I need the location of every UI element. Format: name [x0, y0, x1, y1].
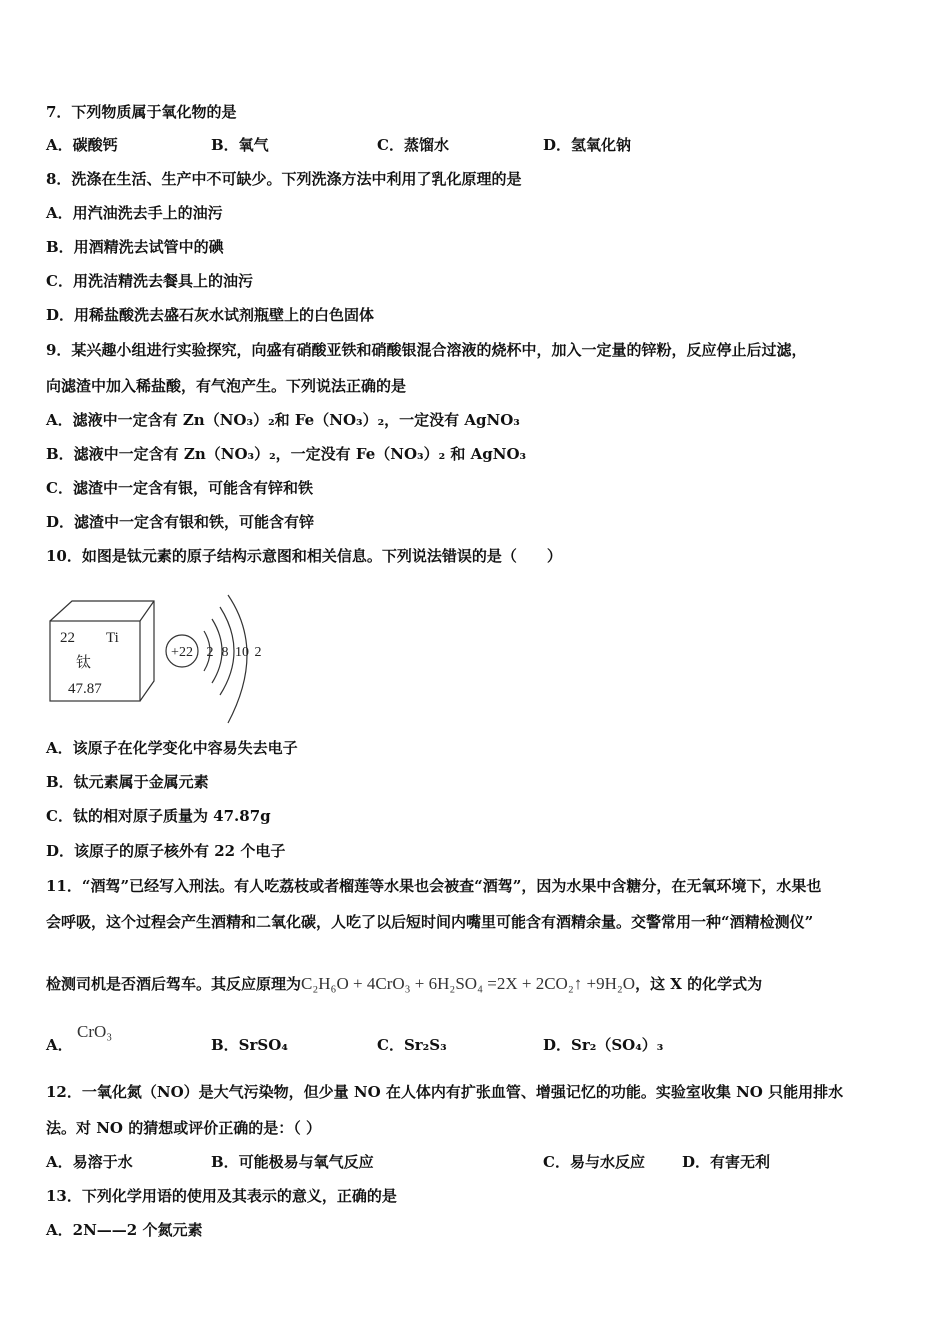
shell-electrons-1: 2 [206, 645, 214, 660]
q11-option-a: A． [46, 1036, 73, 1054]
q7-option-b: B．氧气 [211, 136, 269, 154]
q12-stem-line2: 法。对 NO 的猜想或评价正确的是：（ ） [46, 1119, 321, 1137]
q9-stem-line2: 向滤渣中加入稀盐酸，有气泡产生。下列说法正确的是 [46, 377, 407, 395]
q10-option-c: C．钛的相对原子质量为 47.87g [46, 807, 271, 825]
reaction-equation: C₂H₆O + 4CrO₃ + 6H₂SO₄ =2X + 2CO₂↑ +9H₂O [301, 974, 636, 993]
atomic-mass: 47.87 [68, 681, 102, 697]
q9-stem-line1: 9．某兴趣小组进行实验探究，向盛有硝酸亚铁和硝酸银混合溶液的烧杯中，加入一定量的锌粉，反应停止后过滤， [46, 341, 807, 359]
q11-option-d: D．Sr₂（SO₄）₃ [543, 1036, 664, 1054]
q9-option-d: D．滤渣中一定含有银和铁，可能含有锌 [46, 513, 315, 531]
q11-stem-line2: 会呼吸，这个过程会产生酒精和二氧化碳，人吃了以后短时间内嘴里可能含有酒精余量。交警常用一种“酒精检测仪” [46, 913, 814, 931]
q11-option-a-formula: CrO₃ [77, 1022, 113, 1041]
q8-option-a: A．用汽油洗去手上的油污 [46, 204, 223, 222]
q11-stem-line3-after: ，这 X 的化学式为 [635, 975, 763, 993]
element-symbol: Ti [106, 630, 119, 646]
q13-option-a: A．2N——2 个氮元素 [46, 1221, 203, 1239]
q9-option-c: C．滤渣中一定含有银，可能含有锌和铁 [46, 479, 313, 497]
atom-structure [166, 595, 262, 723]
q10-stem: 10．如图是钛元素的原子结构示意图和相关信息。下列说法错误的是（ ） [46, 547, 562, 565]
q11-stem-line3-before: 检测司机是否酒后驾车。其反应原理为 [46, 975, 302, 993]
q12-option-b: B．可能极易与氧气反应 [211, 1153, 374, 1171]
q8-option-d: D．用稀盐酸洗去盛石灰水试剂瓶壁上的白色固体 [46, 306, 375, 324]
q7-option-d: D．氢氧化钠 [543, 136, 632, 154]
q7-option-c: C．蒸馏水 [377, 136, 449, 154]
q11-option-c: C．Sr₂S₃ [377, 1036, 447, 1054]
q8-option-c: C．用洗洁精洗去餐具上的油污 [46, 272, 253, 290]
q12-option-d: D．有害无利 [682, 1153, 771, 1171]
q13-stem: 13．下列化学用语的使用及其表示的意义，正确的是 [46, 1187, 397, 1205]
q8-option-b: B．用酒精洗去试管中的碘 [46, 238, 224, 256]
q10-option-a: A．该原子在化学变化中容易失去电子 [46, 739, 298, 757]
shell-electrons-2: 8 [221, 645, 229, 660]
q7-stem: 7．下列物质属于氧化物的是 [46, 103, 237, 121]
q12-option-a: A．易溶于水 [46, 1153, 133, 1171]
q12-stem-line1: 12．一氧化氮（NO）是大气污染物，但少量 NO 在人体内有扩张血管、增强记忆的功能。实验室收集 NO 只能用排水 [46, 1083, 844, 1101]
q11-stem-line1: 11．“酒驾”已经写入刑法。有人吃荔枝或者榴莲等水果也会被查“酒驾”，因为水果中含糖分，在无氧环境下，水果也 [46, 877, 822, 895]
q11-stem-line3 [46, 974, 762, 994]
nucleus-charge: +22 [171, 645, 193, 660]
q9-option-b: B．滤液中一定含有 Zn（NO₃）₂，一定没有 Fe（NO₃）₂ 和 AgNO₃ [46, 445, 527, 463]
shell-electrons-4: 2 [254, 645, 262, 660]
element-name: 钛 [76, 653, 92, 671]
q10-option-b: B．钛元素属于金属元素 [46, 773, 209, 791]
q7-option-a: A．碳酸钙 [46, 136, 118, 154]
shell-electrons-3: 10 [235, 645, 249, 660]
q8-stem: 8．洗涤在生活、生产中不可缺少。下列洗涤方法中利用了乳化原理的是 [46, 170, 522, 188]
atomic-number: 22 [60, 630, 75, 646]
element-cell [50, 601, 154, 701]
titanium-atom-figure [46, 593, 276, 728]
q12-option-c: C．易与水反应 [543, 1153, 645, 1171]
shell-arc-2 [212, 619, 222, 683]
q11-option-b: B．SrSO₄ [211, 1036, 288, 1054]
q9-option-a: A．滤液中一定含有 Zn（NO₃）₂和 Fe（NO₃）₂，一定没有 AgNO₃ [46, 411, 520, 429]
q10-option-d: D．该原子的原子核外有 22 个电子 [46, 842, 286, 860]
